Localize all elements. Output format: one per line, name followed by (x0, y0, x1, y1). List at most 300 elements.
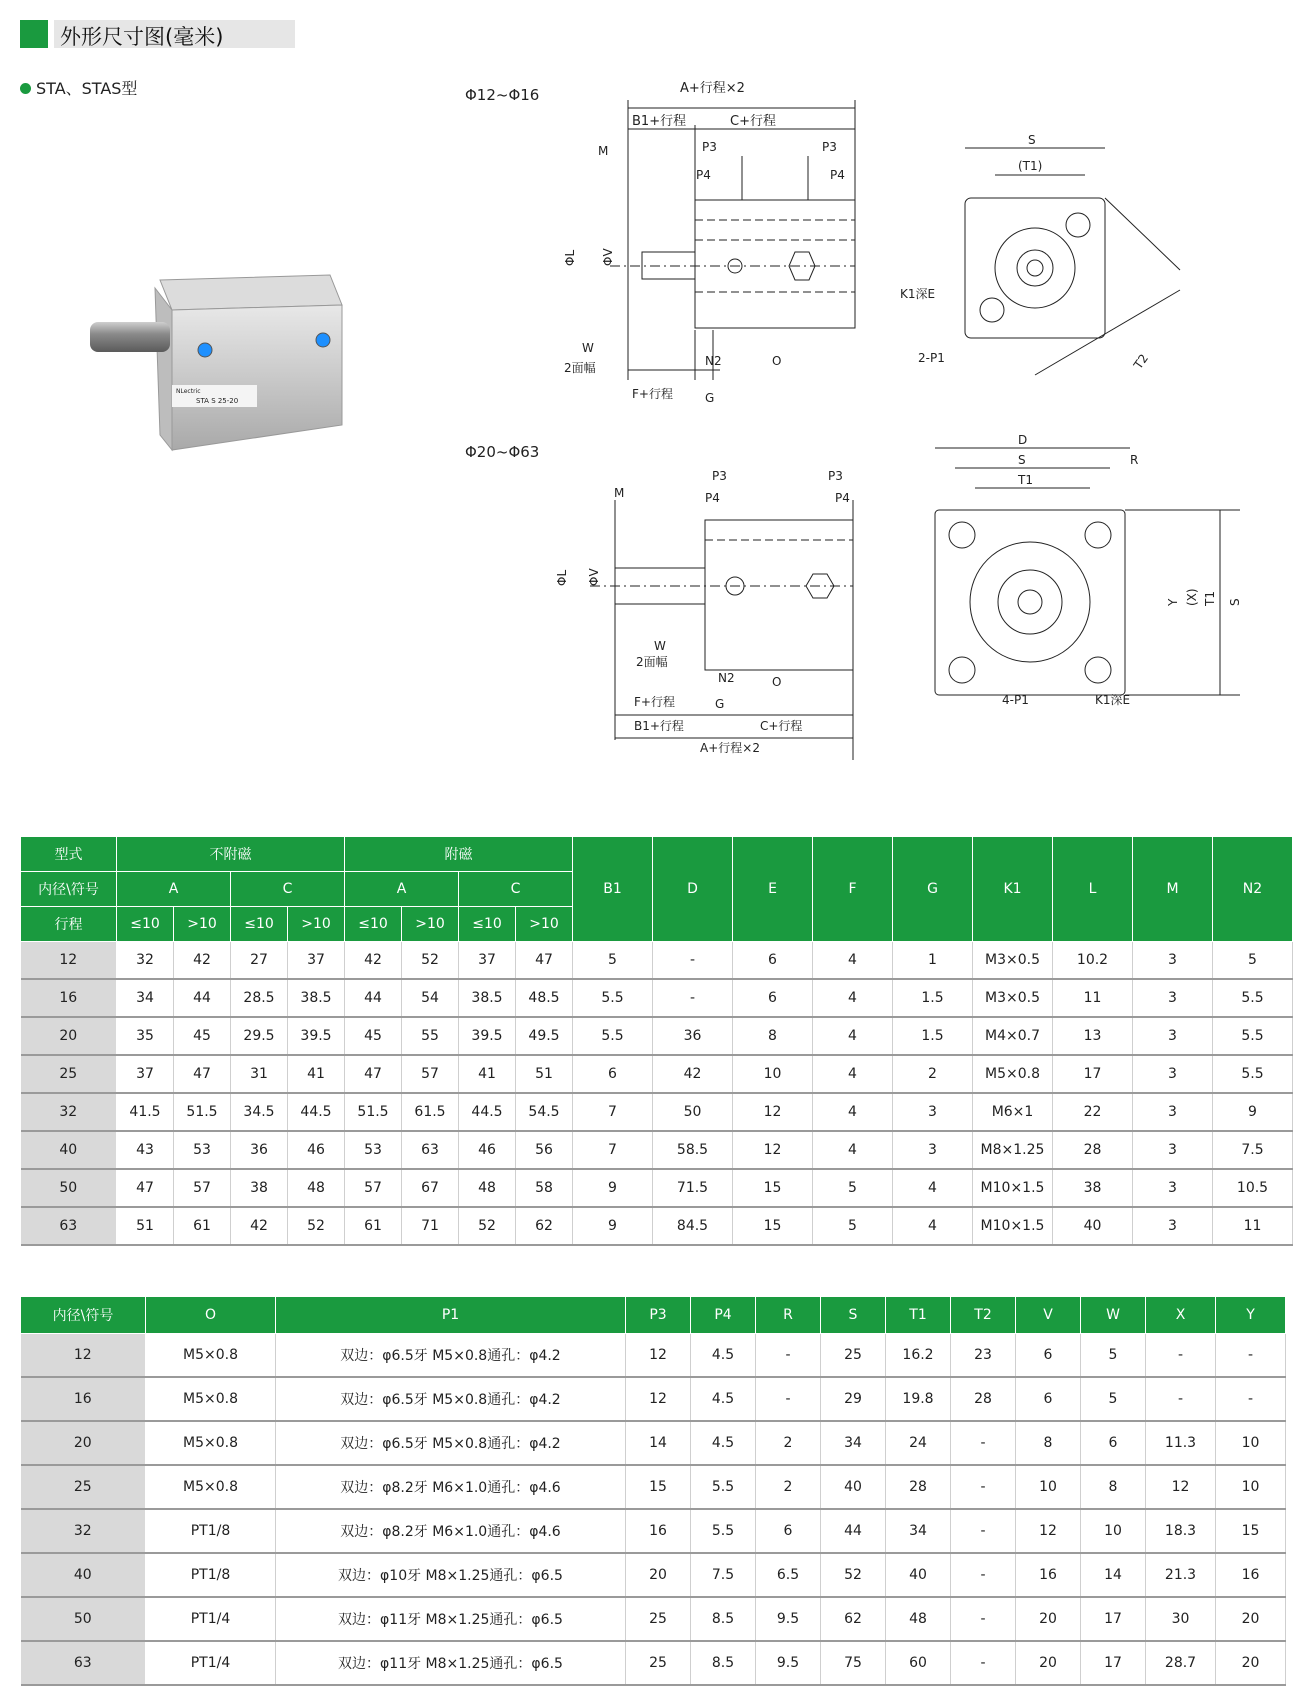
table-cell: 5.5 (1213, 1055, 1293, 1093)
table-cell: 4 (813, 1055, 893, 1093)
table-cell: 39.5 (288, 1017, 345, 1055)
table-cell: M10×1.5 (973, 1207, 1053, 1245)
table-cell: 14 (1081, 1553, 1146, 1597)
dimension-table-1 (20, 836, 1293, 1246)
table-cell: 双边：φ8.2牙 M6×1.0通孔：φ4.6 (276, 1509, 626, 1553)
table-cell: 47 (345, 1055, 402, 1093)
row-header-cell: 20 (21, 1421, 146, 1465)
table-cell: 11 (1053, 979, 1133, 1017)
table-cell: M3×0.5 (973, 942, 1053, 980)
label-phi-l: ΦL (563, 249, 577, 266)
table-cell: 45 (174, 1017, 231, 1055)
table-cell: 57 (402, 1055, 459, 1093)
table-cell: 67 (402, 1169, 459, 1207)
label-phi-v: ΦV (601, 248, 615, 266)
table-cell: 3 (1133, 1055, 1213, 1093)
table-cell: 1 (893, 942, 973, 980)
row-header-cell: 50 (21, 1597, 146, 1641)
table-cell: 34 (886, 1509, 951, 1553)
table-cell: 62 (516, 1207, 573, 1245)
section-header (20, 20, 295, 48)
table-cell: - (1146, 1377, 1216, 1421)
table-cell: - (951, 1641, 1016, 1685)
label-m: M (598, 144, 609, 158)
table-cell: 10 (1216, 1421, 1286, 1465)
header-a: A (117, 872, 231, 907)
header-stroke: 行程 (21, 907, 117, 942)
header-col: 内径\符号 (21, 1297, 146, 1334)
header-gt10: >10 (516, 907, 573, 942)
label-s-top: S (1018, 453, 1026, 467)
label-p4-left: P4 (705, 491, 720, 505)
table-cell: 双边：φ8.2牙 M6×1.0通孔：φ4.6 (276, 1465, 626, 1509)
table-cell: 29 (821, 1377, 886, 1421)
label-t1-top: T1 (1018, 473, 1033, 487)
table-cell: 3 (893, 1131, 973, 1169)
dimension-table-2 (20, 1296, 1286, 1686)
table-cell: M3×0.5 (973, 979, 1053, 1017)
table-row (21, 979, 1293, 1017)
table-cell: 51.5 (345, 1093, 402, 1131)
table-cell: 6 (1016, 1377, 1081, 1421)
table-cell: 41 (288, 1055, 345, 1093)
row-header-cell: 32 (21, 1509, 146, 1553)
label-b1-stroke: B1+行程 (634, 719, 684, 733)
label-s-side: S (1228, 598, 1242, 606)
table-cell: 3 (1133, 942, 1213, 980)
table-cell: - (1146, 1334, 1216, 1378)
header-col: T2 (951, 1297, 1016, 1334)
table-cell: 34.5 (231, 1093, 288, 1131)
row-header-cell: 12 (21, 1334, 146, 1378)
table-cell: 6 (733, 979, 813, 1017)
table-cell: 56 (516, 1131, 573, 1169)
table-cell: 12 (1146, 1465, 1216, 1509)
table-cell: 57 (345, 1169, 402, 1207)
table-cell: 6 (573, 1055, 653, 1093)
label-p3-left: P3 (702, 140, 717, 154)
header-col: R (756, 1297, 821, 1334)
row-header-cell: 63 (21, 1207, 117, 1245)
table-cell: 2 (893, 1055, 973, 1093)
header-mag: 附磁 (345, 837, 573, 872)
table-cell: 5.5 (573, 1017, 653, 1055)
table-cell: 3 (1133, 1131, 1213, 1169)
table-cell: 1.5 (893, 979, 973, 1017)
header-bore: 内径\符号 (21, 872, 117, 907)
table-cell: 双边：φ11牙 M8×1.25通孔：φ6.5 (276, 1641, 626, 1685)
table-row (21, 1641, 1286, 1685)
label-f-stroke: F+行程 (632, 387, 673, 401)
table-cell: 38.5 (288, 979, 345, 1017)
label-phi-l: ΦL (555, 569, 569, 586)
table-cell: - (756, 1334, 821, 1378)
table-cell: 39.5 (459, 1017, 516, 1055)
table-cell: 4.5 (691, 1377, 756, 1421)
table-cell: - (951, 1465, 1016, 1509)
table-cell: 27 (231, 942, 288, 980)
table-row (21, 1131, 1293, 1169)
table-cell: 55 (402, 1017, 459, 1055)
table-cell: 3 (893, 1093, 973, 1131)
table-cell: 3 (1133, 1093, 1213, 1131)
table-cell: 28.5 (231, 979, 288, 1017)
table-cell: PT1/8 (146, 1509, 276, 1553)
label-four-p1: 4-P1 (1002, 693, 1029, 707)
table-cell: 62 (821, 1597, 886, 1641)
table-cell: 52 (288, 1207, 345, 1245)
label-p3-left: P3 (712, 469, 727, 483)
table-cell: 12 (733, 1093, 813, 1131)
table-row (21, 1421, 1286, 1465)
table-cell: M5×0.8 (146, 1377, 276, 1421)
header-a: A (345, 872, 459, 907)
top-end-view-diagram (900, 130, 1220, 420)
table-cell: 60 (886, 1641, 951, 1685)
table-cell: 34 (821, 1421, 886, 1465)
table-cell: 8 (1081, 1465, 1146, 1509)
table-cell: 23 (951, 1334, 1016, 1378)
label-f-stroke: F+行程 (634, 695, 675, 709)
table-cell: 48 (886, 1597, 951, 1641)
label-s: S (1028, 133, 1036, 147)
table-cell: - (951, 1509, 1016, 1553)
table-cell: 24 (886, 1421, 951, 1465)
header-gt10: >10 (174, 907, 231, 942)
table-cell: 37 (288, 942, 345, 980)
table-cell: 6 (733, 942, 813, 980)
table-cell: 3 (1133, 1207, 1213, 1245)
table-cell: - (756, 1377, 821, 1421)
header-col: P1 (276, 1297, 626, 1334)
table-cell: 11.3 (1146, 1421, 1216, 1465)
header-col: T1 (886, 1297, 951, 1334)
label-p4-right: P4 (835, 491, 850, 505)
table-cell: 3 (1133, 1169, 1213, 1207)
table-cell: 16.2 (886, 1334, 951, 1378)
table-cell: 9 (1213, 1093, 1293, 1131)
table-cell: 6 (756, 1509, 821, 1553)
row-header-cell: 40 (21, 1553, 146, 1597)
table-cell: 71 (402, 1207, 459, 1245)
table-row (21, 1465, 1286, 1509)
table-cell: M10×1.5 (973, 1169, 1053, 1207)
table-cell: 28 (1053, 1131, 1133, 1169)
table-row (21, 1509, 1286, 1553)
label-p3-right: P3 (822, 140, 837, 154)
table-cell: M5×0.8 (146, 1421, 276, 1465)
table-cell: 25 (821, 1334, 886, 1378)
label-a-stroke2: A+行程×2 (700, 741, 760, 755)
table-cell: 38 (1053, 1169, 1133, 1207)
header-green-square (20, 20, 48, 48)
table-cell: M6×1 (973, 1093, 1053, 1131)
table-cell: 3 (1133, 1017, 1213, 1055)
row-header-cell: 63 (21, 1641, 146, 1685)
table-row (21, 1334, 1286, 1378)
header-gt10: >10 (402, 907, 459, 942)
table-cell: 29.5 (231, 1017, 288, 1055)
table-cell: 13 (1053, 1017, 1133, 1055)
label-c-stroke: C+行程 (730, 114, 776, 129)
range-label-bottom: Φ20~Φ63 (465, 443, 540, 461)
table-cell: 5.5 (1213, 979, 1293, 1017)
table-cell: 47 (516, 942, 573, 980)
table-cell: 5.5 (691, 1509, 756, 1553)
table-cell: 9.5 (756, 1597, 821, 1641)
table-cell: 4.5 (691, 1334, 756, 1378)
table-cell: 15 (1216, 1509, 1286, 1553)
label-t1-paren: (T1) (1018, 159, 1043, 173)
table-row (21, 1207, 1293, 1245)
table-cell: M5×0.8 (146, 1334, 276, 1378)
photo-model-label: STA S 25-20 (196, 397, 239, 405)
table-cell: 61 (174, 1207, 231, 1245)
row-header-cell: 25 (21, 1465, 146, 1509)
table-cell: 25 (626, 1641, 691, 1685)
table-cell: 18.3 (1146, 1509, 1216, 1553)
table-cell: 7 (573, 1093, 653, 1131)
table-cell: 10.2 (1053, 942, 1133, 980)
table-cell: 32 (117, 942, 174, 980)
header-col: S (821, 1297, 886, 1334)
label-w: W (582, 341, 594, 355)
table-cell: - (951, 1597, 1016, 1641)
table-cell: 7.5 (691, 1553, 756, 1597)
table-cell: 46 (459, 1131, 516, 1169)
table-cell: 52 (459, 1207, 516, 1245)
table-row (21, 1169, 1293, 1207)
table-cell: 84.5 (653, 1207, 733, 1245)
table-cell: 8.5 (691, 1641, 756, 1685)
table-cell: 4.5 (691, 1421, 756, 1465)
table-cell: 37 (459, 942, 516, 980)
table-cell: 48 (459, 1169, 516, 1207)
table-cell: 41.5 (117, 1093, 174, 1131)
table-cell: 44.5 (459, 1093, 516, 1131)
table-cell: 4 (893, 1169, 973, 1207)
range-label-top: Φ12~Φ16 (465, 86, 540, 104)
table-cell: 4 (893, 1207, 973, 1245)
table-cell: 4 (813, 942, 893, 980)
table-cell: 44 (174, 979, 231, 1017)
table-row (21, 1377, 1286, 1421)
table-cell: 63 (402, 1131, 459, 1169)
table-cell: 11 (1213, 1207, 1293, 1245)
row-header-cell: 16 (21, 979, 117, 1017)
label-o: O (772, 675, 782, 689)
label-p3-right: P3 (828, 469, 843, 483)
label-r: R (1130, 453, 1139, 467)
table-row (21, 1553, 1286, 1597)
table-cell: 54 (402, 979, 459, 1017)
table-cell: 6 (1081, 1421, 1146, 1465)
table-cell: 52 (402, 942, 459, 980)
header-col: L (1053, 837, 1133, 942)
table-cell: 7 (573, 1131, 653, 1169)
table-cell: 28.7 (1146, 1641, 1216, 1685)
table-cell: 4 (813, 979, 893, 1017)
table-cell: 5 (1081, 1334, 1146, 1378)
table-cell: 36 (231, 1131, 288, 1169)
table-cell: 40 (1053, 1207, 1133, 1245)
header-col: D (653, 837, 733, 942)
header-col: O (146, 1297, 276, 1334)
label-g: G (705, 391, 715, 405)
table-cell: 48 (288, 1169, 345, 1207)
table-cell: M8×1.25 (973, 1131, 1053, 1169)
bullet-icon (20, 83, 31, 94)
label-phi-v: ΦV (587, 568, 601, 586)
row-header-cell: 40 (21, 1131, 117, 1169)
table-cell: 36 (653, 1017, 733, 1055)
table-row (21, 1055, 1293, 1093)
table-cell: 12 (1016, 1509, 1081, 1553)
table-cell: 30 (1146, 1597, 1216, 1641)
table-cell: 7.5 (1213, 1131, 1293, 1169)
table-cell: 61 (345, 1207, 402, 1245)
table-cell: 5 (1213, 942, 1293, 980)
table-row (21, 1093, 1293, 1131)
photo-brand-label: NLectric (176, 388, 201, 395)
table-cell: 1.5 (893, 1017, 973, 1055)
table-cell: 46 (288, 1131, 345, 1169)
table-cell: - (1216, 1334, 1286, 1378)
table-cell: 40 (821, 1465, 886, 1509)
row-header-cell: 20 (21, 1017, 117, 1055)
label-two-p1: 2-P1 (918, 351, 945, 365)
table-cell: 6.5 (756, 1553, 821, 1597)
table-cell: 双边：φ6.5牙 M5×0.8通孔：φ4.2 (276, 1334, 626, 1378)
table-cell: 双边：φ11牙 M8×1.25通孔：φ6.5 (276, 1597, 626, 1641)
table-cell: 20 (1016, 1597, 1081, 1641)
header-nonmag: 不附磁 (117, 837, 345, 872)
table-cell: 75 (821, 1641, 886, 1685)
table-cell: 28 (886, 1465, 951, 1509)
table-cell: 15 (733, 1207, 813, 1245)
table-cell: 8 (1016, 1421, 1081, 1465)
table-cell: 21.3 (1146, 1553, 1216, 1597)
label-two-face: 2面幅 (636, 655, 668, 669)
label-a-stroke2: A+行程×2 (680, 81, 745, 96)
table-cell: 15 (626, 1465, 691, 1509)
header-col: X (1146, 1297, 1216, 1334)
table-cell: 20 (1016, 1641, 1081, 1685)
table-cell: 22 (1053, 1093, 1133, 1131)
table-cell: 57 (174, 1169, 231, 1207)
table-cell: 6 (1016, 1334, 1081, 1378)
header-col: F (813, 837, 893, 942)
header-le10: ≤10 (117, 907, 174, 942)
table-cell: 双边：φ10牙 M8×1.25通孔：φ6.5 (276, 1553, 626, 1597)
top-side-view-diagram (550, 80, 920, 420)
header-col: W (1081, 1297, 1146, 1334)
table-cell: 9.5 (756, 1641, 821, 1685)
table-cell: 47 (174, 1055, 231, 1093)
table-cell: 41 (459, 1055, 516, 1093)
label-k1-depth: K1深E (1095, 693, 1131, 707)
table-cell: 4 (813, 1017, 893, 1055)
table-cell: 44 (821, 1509, 886, 1553)
label-c-stroke: C+行程 (760, 719, 803, 733)
label-t2: T2 (1130, 351, 1152, 372)
table-cell: 51.5 (174, 1093, 231, 1131)
label-x-paren: (X) (1185, 588, 1199, 606)
table-cell: - (653, 979, 733, 1017)
table-cell: 16 (1016, 1553, 1081, 1597)
header-type: 型式 (21, 837, 117, 872)
table-cell: 8 (733, 1017, 813, 1055)
table-cell: 48.5 (516, 979, 573, 1017)
table-cell: 10 (1016, 1465, 1081, 1509)
row-header-cell: 50 (21, 1169, 117, 1207)
table-cell: 12 (626, 1377, 691, 1421)
table-cell: 14 (626, 1421, 691, 1465)
label-t1-side: T1 (1203, 591, 1217, 606)
header-c: C (231, 872, 345, 907)
table-cell: 40 (886, 1553, 951, 1597)
label-n2: N2 (705, 354, 722, 368)
table-cell: 10 (1081, 1509, 1146, 1553)
table-cell: 5.5 (691, 1465, 756, 1509)
row-header-cell: 12 (21, 942, 117, 980)
header-col: G (893, 837, 973, 942)
table-cell: M5×0.8 (973, 1055, 1053, 1093)
model-subtitle: STA、STAS型 (20, 76, 137, 99)
table-cell: 34 (117, 979, 174, 1017)
table-row (21, 1017, 1293, 1055)
table-row (21, 942, 1293, 980)
header-col: K1 (973, 837, 1053, 942)
label-d: D (1018, 433, 1028, 447)
header-col: M (1133, 837, 1213, 942)
table-cell: 17 (1081, 1597, 1146, 1641)
table-cell: M5×0.8 (146, 1465, 276, 1509)
bottom-end-view-diagram (920, 430, 1250, 720)
table-cell: 9 (573, 1207, 653, 1245)
table-cell: 9 (573, 1169, 653, 1207)
header-col: N2 (1213, 837, 1293, 942)
label-two-face: 2面幅 (564, 361, 596, 375)
table-cell: 58 (516, 1169, 573, 1207)
row-header-cell: 16 (21, 1377, 146, 1421)
table-row (21, 1597, 1286, 1641)
table-cell: 5 (813, 1207, 893, 1245)
table-cell: 44 (345, 979, 402, 1017)
page-title: 外形尺寸图(毫米) (60, 25, 224, 49)
table-cell: 8.5 (691, 1597, 756, 1641)
header-gt10: >10 (288, 907, 345, 942)
bottom-side-view-diagram (550, 460, 920, 770)
table-cell: 10.5 (1213, 1169, 1293, 1207)
table-cell: 42 (174, 942, 231, 980)
table-cell: - (951, 1553, 1016, 1597)
label-k1-depth: K1深E (900, 287, 936, 301)
table-cell: 4 (813, 1093, 893, 1131)
table-cell: 52 (821, 1553, 886, 1597)
table-cell: 双边：φ6.5牙 M5×0.8通孔：φ4.2 (276, 1421, 626, 1465)
table-cell: 47 (117, 1169, 174, 1207)
table-cell: 38.5 (459, 979, 516, 1017)
cylinder-photo (80, 260, 380, 460)
table-cell: 5 (1081, 1377, 1146, 1421)
table-cell: 15 (733, 1169, 813, 1207)
table-cell: 35 (117, 1017, 174, 1055)
header-le10: ≤10 (231, 907, 288, 942)
header-col: E (733, 837, 813, 942)
table-cell: PT1/4 (146, 1597, 276, 1641)
label-p4-right: P4 (830, 168, 845, 182)
